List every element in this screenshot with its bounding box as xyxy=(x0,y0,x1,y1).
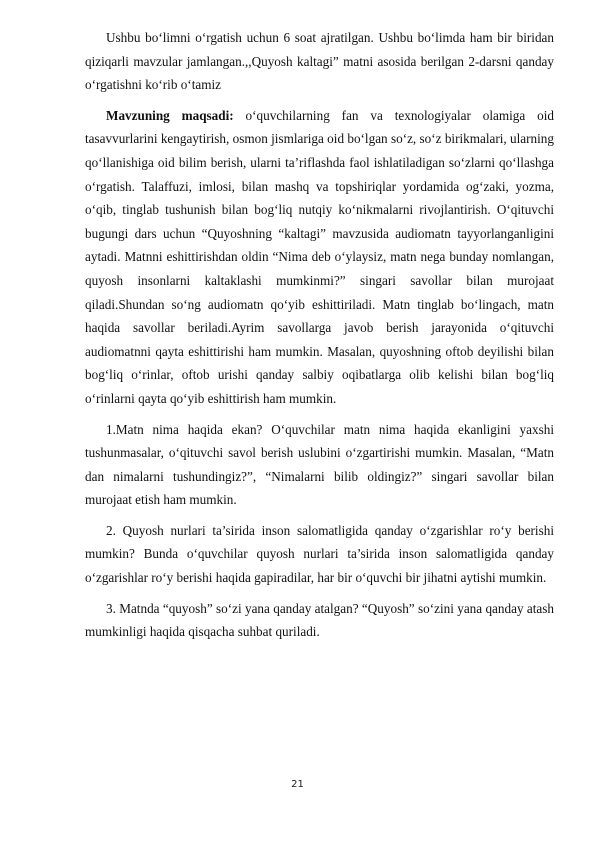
intro-paragraph: Ushbu bo‘limni o‘rgatish uchun 6 soat ajratilgan. Ushbu bo‘limda ham bir biridan qiziqarli mavzular jamlangan.,,Quyosh kaltagi” matni asosida berilgan 2-darsni qanday o‘rgatishni ko‘rib o‘tamiz xyxy=(85,30,554,93)
objective-text: o‘quvchilarning fan va texnologiyalar olamiga oid tasavvurlarini kengaytirish, osmon jismlariga oid bo‘lgan so‘z, so‘z birikmalari, ularning qo‘llanishiga oid bilim berish, ularni ta’riflashda faol ishlatiladigan so‘zlarni qo‘llashga o‘rgatish. Talaffuzi, imlosi, bilan mashq va topshiriqlar yordamida og‘zaki, yozma, o‘qib, tinglab tushunish bilan bog‘liq nutqiy ko‘nikmalarni rivojlantirish. O‘qituvchi bugungi dars uchun “Quyoshning “kaltagi” mavzusida audiomatn tayyorlanganligini aytadi. Matnni eshittirishdan oldin “Nima deb o‘ylaysiz, matn nega bunday nomlangan, quyosh insonlarni kaltaklashi mumkinmi?” singari savollar bilan murojaat qiladi.Shundan so‘ng audiomatn qo‘yib eshittiriladi. Matn tinglab bo‘lingach, matn haqida savollar beriladi.Ayrim savollarga javob berish jarayonida o‘qituvchi audiomatnni qayta eshittirishi ham mumkin. Masalan, quyoshning oftob deyilishi bilan bog‘liq o‘rinlar, oftob urishi qanday salbiy oqibatlarga olib kelishi bilan bog‘liq o‘rinlarni qayta qo‘yib eshittirish ham mumkin. xyxy=(85,107,554,406)
question-2-paragraph: 2. Quyosh nurlari ta’sirida inson salomatligida qanday o‘zgarishlar ro‘y berishi mumkin? Bunda o‘quvchilar quyosh nurlari ta’sirida inson salomatligida qanday o‘zgarishlar ro‘y berishi haqida gapiradilar, har bir o‘quvchi bir jihatni aytishi mumkin. xyxy=(85,522,554,586)
objective-heading: Mavzuning maqsadi: xyxy=(106,107,234,123)
page-number: 21 xyxy=(291,779,304,790)
question-3-paragraph: 3. Matnda “quyosh” so‘zi yana qanday atalgan? “Quyosh” so‘zini yana qanday atash mumkinligi haqida qisqacha suhbat quriladi. xyxy=(85,600,554,640)
document-body xyxy=(85,26,554,644)
question-1-paragraph: 1.Matn nima haqida ekan? O‘quvchilar matn nima haqida ekanligini yaxshi tushunmasalar, o‘qituvchi savol berish uslubini o‘zgartirishi mumkin. Masalan, “Matn dan nimalarni tushundingiz?”, “Nimalarni bilib oldingiz?” singari savollar bilan murojaat etish ham mumkin. xyxy=(85,421,554,508)
objective-paragraph xyxy=(85,104,554,411)
